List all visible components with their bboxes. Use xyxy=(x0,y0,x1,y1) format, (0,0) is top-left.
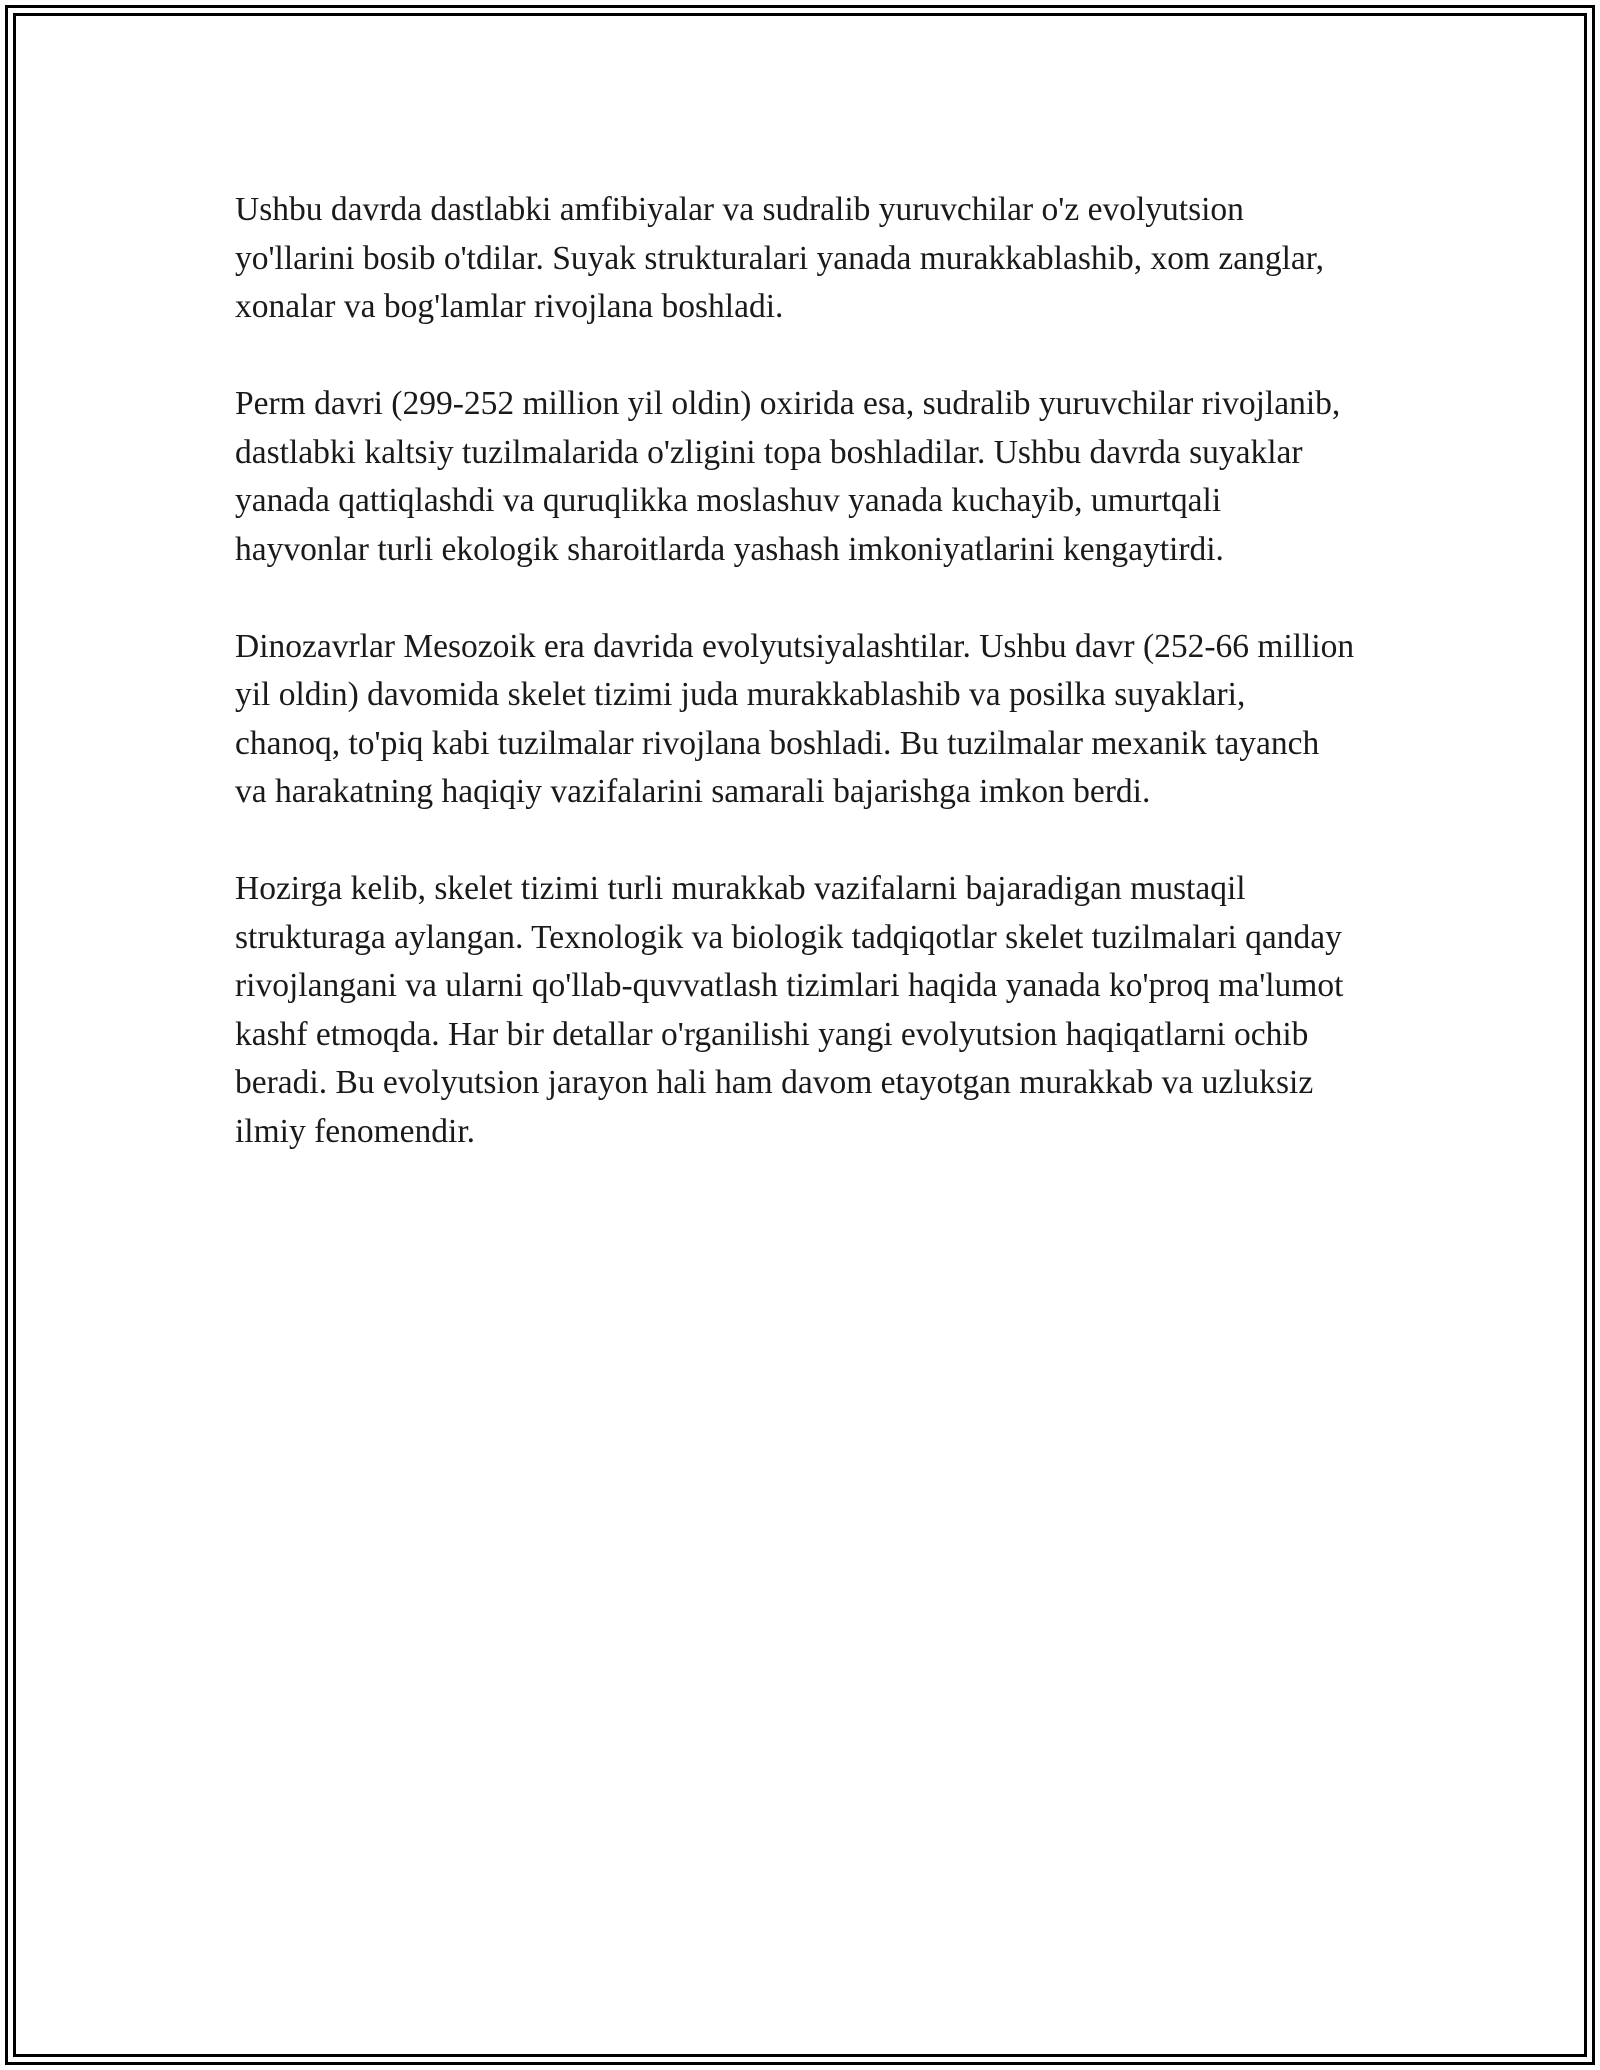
document-body xyxy=(235,186,1355,1205)
paragraph-1: Ushbu davrda dastlabki amfibiyalar va sudralib yuruvchilar o'z evolyutsion yo'llarini bosib o'tdilar. Suyak strukturalari yanada murakkablashib, xom zanglar, xonalar va bog'lamlar rivojlana boshladi. xyxy=(235,191,1324,325)
paragraph-3: Dinozavrlar Mesozoik era davrida evolyutsiyalashtilar. Ushbu davr (252-66 million yil oldin) davomida skelet tizimi juda murakkablashib va posilka suyaklari, chanoq, to'piq kabi tuzilmalar rivojlana boshladi. Bu tuzilmalar mexanik tayanch va harakatning haqiqiy vazifalarini samarali bajarishga imkon berdi. xyxy=(235,627,1355,810)
paragraph-2: Perm davri (299-252 million yil oldin) oxirida esa, sudralib yuruvchilar rivojlanib, dastlabki kaltsiy tuzilmalarida o'zligini topa boshladilar. Ushbu davrda suyaklar yanada qattiqlashdi va quruqlikka moslashuv yanada kuchayib, umurtqali hayvonlar turli ekologik sharoitlarda yashash imkoniyatlarini kengaytirdi. xyxy=(235,385,1341,568)
paragraph-4: Hozirga kelib, skelet tizimi turli murakkab vazifalarni bajaradigan mustaqil strukturaga aylangan. Texnologik va biologik tadqiqotlar skelet tuzilmalari qanday rivojlangani va ularni qo'llab-quvvatlash tizimlari haqida yanada ko'proq ma'lumot kashf etmoqda. Har bir detallar o'rganilishi yangi evolyutsion haqiqatlarni ochib beradi. Bu evolyutsion jarayon hali ham davom etayotgan murakkab va uzluksiz ilmiy fenomendir. xyxy=(235,870,1344,1150)
